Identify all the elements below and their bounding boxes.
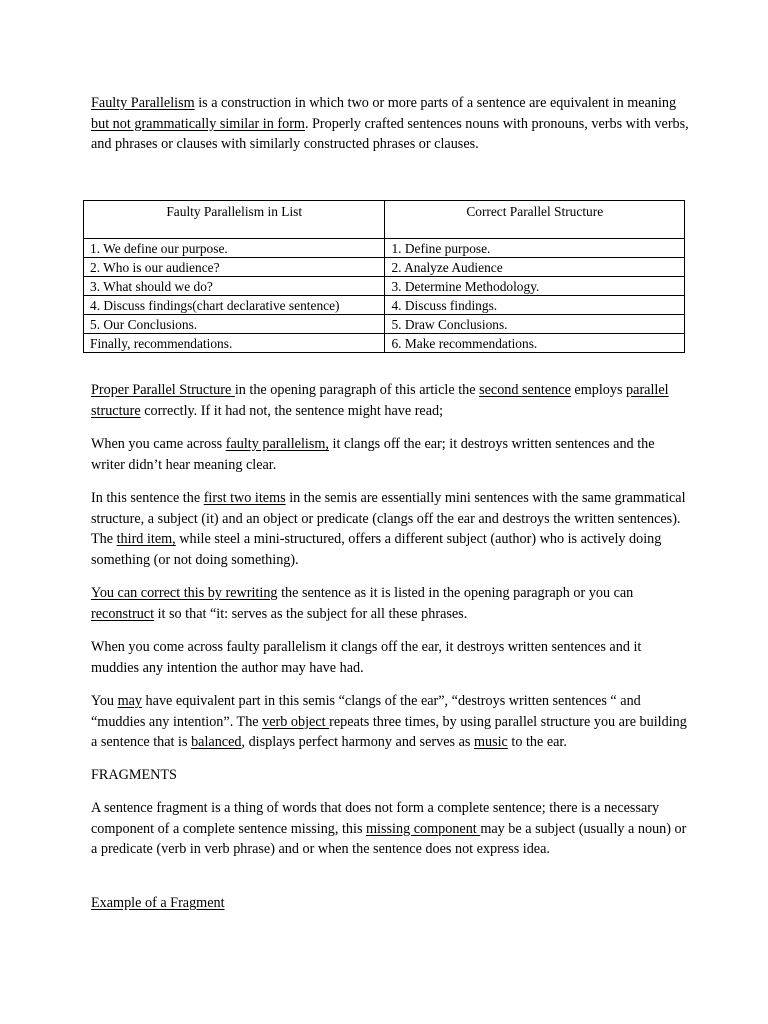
- table-cell: 2. Analyze Audience: [385, 258, 685, 277]
- intro-paragraph: Faulty Parallelism is a construction in which two or more parts of a sentence are equivalent in meaning but not grammatically similar in form. Properly crafted sentences nouns with pronouns, verbs with verbs, and phrases or clauses with similarly constructed phrases or clauses.: [91, 95, 689, 152]
- table-row: [84, 277, 685, 296]
- table-cell: 6. Make recommendations.: [385, 334, 685, 353]
- fragments-heading: FRAGMENTS: [91, 767, 177, 783]
- table-header-faulty: Faulty Parallelism in List: [84, 201, 385, 239]
- table-cell: 4. Discuss findings(chart declarative sentence): [84, 296, 385, 315]
- table-header-row: [84, 201, 685, 239]
- term-faulty-parallelism: Faulty Parallelism: [91, 95, 195, 111]
- table-row: [84, 315, 685, 334]
- table-cell: 3. Determine Methodology.: [385, 277, 685, 296]
- table-cell: 5. Draw Conclusions.: [385, 315, 685, 334]
- faulty-example-paragraph: When you came across faulty parallelism, it clangs off the ear; it destroys written sentences and the writer didn’t hear meaning clear.: [91, 436, 655, 473]
- table-cell: 2. Who is our audience?: [84, 258, 385, 277]
- rewritten-sentence-paragraph: When you come across faulty parallelism it clangs off the ear, it destroys written sentences and it muddies any intention the author may have had.: [91, 639, 642, 676]
- table-row: [84, 239, 685, 258]
- table-cell: 4. Discuss findings.: [385, 296, 685, 315]
- table-cell: 1. We define our purpose.: [84, 239, 385, 258]
- table-cell: 5. Our Conclusions.: [84, 315, 385, 334]
- table-row: [84, 296, 685, 315]
- equivalent-parts-paragraph: You may have equivalent part in this semis “clangs of the ear”, “destroys written sentences “ and “muddies any intention”. The verb object repeats three times, by using parallel structure you are building a sentence that is balanced, displays perfect harmony and serves as music to the ear.: [91, 693, 687, 750]
- analysis-paragraph: In this sentence the first two items in the semis are essentially mini sentences with the same grammatical structure, a subject (it) and an object or predicate (clangs off the ear and destroys the written sentences). The third item, while steel a mini-structured, offers a different subject (author) who is actively doing something (or not doing something).: [91, 490, 686, 568]
- correction-paragraph: You can correct this by rewriting the sentence as it is listed in the opening paragraph or you can reconstruct it so that “it: serves as the subject for all these phrases.: [91, 585, 634, 622]
- table-row: [84, 334, 685, 353]
- parallelism-comparison-table: [83, 200, 685, 353]
- table-cell: 3. What should we do?: [84, 277, 385, 296]
- table-header-correct: Correct Parallel Structure: [385, 201, 685, 239]
- table-cell: Finally, recommendations.: [84, 334, 385, 353]
- example-fragment-heading: Example of a Fragment: [91, 895, 225, 911]
- fragment-definition-paragraph: A sentence fragment is a thing of words that does not form a complete sentence; there is a necessary component of a complete sentence missing, this missing component may be a subject (usually a noun) or a predicate (verb in verb phrase) and or when the sentence does not express idea.: [91, 800, 687, 857]
- proper-structure-paragraph: Proper Parallel Structure in the opening paragraph of this article the second sentence employs parallel structure correctly. If it had not, the sentence might have read;: [91, 382, 669, 419]
- table-cell: 1. Define purpose.: [385, 239, 685, 258]
- table-row: [84, 258, 685, 277]
